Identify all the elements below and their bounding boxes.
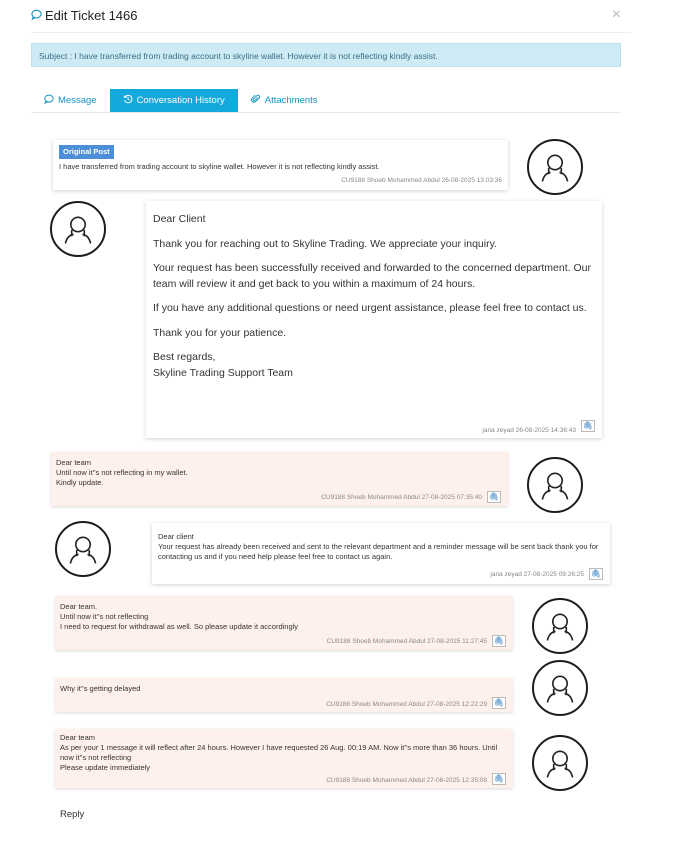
message-line: I need to request for withdrawal as well. So please update it accordingly — [60, 622, 299, 631]
message-line: Dear Client — [153, 213, 206, 225]
paperclip-icon — [251, 94, 261, 107]
tab-label: Conversation History — [136, 95, 225, 106]
chat-icon — [31, 8, 42, 23]
agent-reply — [146, 201, 602, 438]
close-icon[interactable]: × — [611, 6, 621, 23]
avatar — [50, 201, 106, 257]
message-line: Why it''s getting delayed — [60, 684, 141, 693]
message-line: Your request has been successfully received and forwarded to the concerned department. Our team will review it and get back to you within a maximum of 24 hours. — [153, 262, 591, 290]
message-meta: CU9188 Shoeb Mohammed Abdul 27-08-2025 11:27:45 — [326, 638, 487, 645]
history-icon — [123, 94, 133, 107]
tab-conversation-history[interactable] — [110, 89, 238, 112]
header-divider — [31, 32, 631, 33]
message-line: Please update immediately — [60, 763, 151, 772]
reply-label: Reply — [60, 809, 85, 820]
user-icon — [542, 670, 578, 706]
paperclip-icon: 🖇 — [493, 636, 505, 645]
avatar — [527, 457, 583, 513]
avatar — [532, 598, 588, 654]
paperclip-icon: 🖇 — [582, 421, 594, 431]
agent-reply — [152, 523, 610, 584]
message-line: Your request has already been received and sent to the relevant department and a reminder message will be sent back thank you for contacting us and if you need help please feel free to contact us again. — [158, 542, 599, 561]
message-line: Dear client — [158, 532, 194, 541]
tab-bar — [31, 89, 331, 112]
paperclip-icon: 🖇 — [493, 698, 505, 707]
subject-banner: Subject : I have transferred from trading account to skyline wallet. However it is not reflecting kindly assist. — [31, 43, 621, 67]
avatar — [55, 521, 111, 577]
attach-button[interactable] — [581, 420, 595, 432]
attach-button[interactable] — [492, 773, 506, 785]
user-icon — [542, 608, 578, 644]
message-meta: CU9188 Shoeb Mohammed Abdul 27-08-2025 07:35:40 — [321, 494, 482, 501]
tab-attachments[interactable] — [238, 89, 331, 112]
message-line: Thank you for your patience. — [153, 326, 287, 339]
avatar — [532, 735, 588, 791]
user-icon — [537, 467, 573, 503]
tab-message[interactable] — [31, 89, 110, 112]
paperclip-icon: 🖇 — [493, 774, 505, 783]
original-post — [53, 140, 508, 190]
user-message — [55, 729, 513, 788]
user-message — [51, 452, 508, 506]
user-icon — [542, 745, 578, 781]
paperclip-icon: 🖇 — [488, 492, 500, 501]
avatar — [527, 139, 583, 195]
modal-title: Edit Ticket 1466 — [45, 8, 138, 23]
message-meta: CU9188 Shoeb Mohammed Abdul 27-08-2025 12:35:08 — [326, 777, 487, 784]
user-icon — [65, 531, 101, 567]
message-line: Dear team. — [60, 602, 98, 611]
attach-button[interactable] — [589, 568, 603, 580]
tab-label: Message — [58, 95, 97, 106]
message-line: As per your 1 message it will reflect after 24 hours. However I have requested 26 Aug. 00:19 AM. Now it''s more than 36 hours. Until now it''s not reflecting — [60, 743, 498, 762]
paperclip-icon: 🖇 — [590, 569, 602, 578]
message-line: Thank you for reaching out to Skyline Trading. We appreciate your inquiry. — [153, 237, 497, 250]
message-line: Dear team — [56, 458, 92, 467]
message-line: Skyline Trading Support Team — [153, 366, 293, 379]
message-meta: CU9188 Shoeb Mohammed Abdul 26-08-2025 13:03:36 — [341, 177, 502, 184]
message-line: Until now it''s not reflecting in my wallet. — [56, 468, 188, 477]
avatar — [532, 660, 588, 716]
tab-label: Attachments — [264, 95, 318, 106]
message-line: If you have any additional questions or need urgent assistance, please feel free to contact us. — [153, 302, 587, 314]
user-message — [55, 678, 513, 712]
attach-button[interactable] — [492, 697, 506, 709]
modal-title-row — [31, 8, 138, 23]
attach-button[interactable] — [487, 491, 501, 503]
user-icon — [537, 149, 573, 185]
user-message — [55, 596, 513, 650]
message-meta: jana zeyad 27-08-2025 09:26:25 — [490, 571, 584, 578]
chat-icon — [44, 94, 54, 107]
message-line: Kindly update. — [56, 478, 104, 487]
message-meta: jana zeyad 26-08-2025 14:36:43 — [482, 427, 576, 434]
original-post-badge: Original Post — [59, 145, 114, 159]
original-post-text: I have transferred from trading account to skyline wallet. However it is not reflecting kindly assist. — [59, 162, 380, 171]
message-meta: CU9188 Shoeb Mohammed Abdul 27-08-2025 12:22:29 — [326, 701, 487, 708]
message-line: Dear team — [60, 733, 96, 742]
attach-button[interactable] — [492, 635, 506, 647]
message-line: Best regards, — [153, 351, 216, 363]
user-icon — [60, 211, 96, 247]
modal-header — [31, 8, 631, 30]
tab-divider — [31, 112, 621, 113]
message-line: Until now it''s not reflecting — [60, 612, 149, 621]
